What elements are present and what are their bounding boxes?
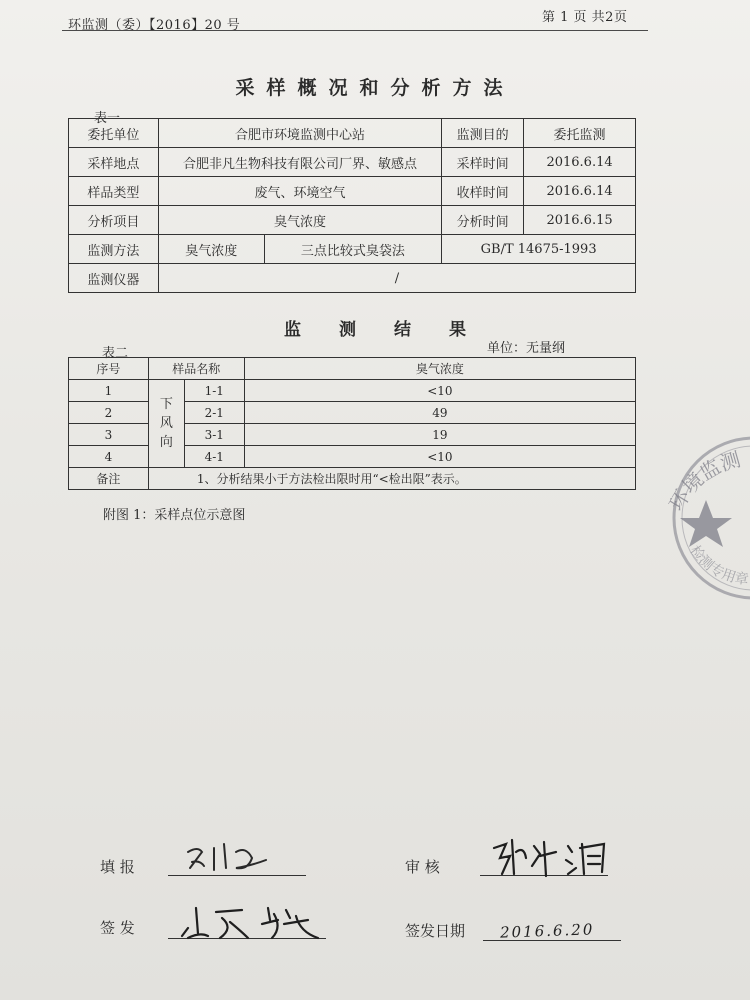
row-sample: 3-1 [184,424,244,446]
analysis-item-label: 分析项目 [69,206,159,235]
method-name: 三点比较式臭袋法 [264,235,442,264]
note-label: 备注 [69,468,149,490]
instrument-label: 监测仪器 [69,264,159,293]
table-row [69,264,636,293]
analysis-item-value: 臭气浓度 [158,206,441,235]
receive-time-label: 收样时间 [442,177,524,206]
issue-label: 签 发 [100,919,135,937]
site-label: 采样地点 [69,148,159,177]
group-label-char: 风 [159,416,173,431]
analysis-time-label: 分析时间 [442,206,524,235]
row-seq: 3 [69,424,149,446]
sampling-time-value: 2016.6.14 [524,148,636,177]
table-row [69,235,636,264]
stamp-text-top: 环境监测 [664,447,744,515]
page-title: 采样概况和分析方法 [235,77,515,99]
table-row [69,380,636,402]
table-row [69,206,636,235]
sampling-overview-table [68,118,636,293]
review-signature [488,834,618,880]
issue-date-value: 2016.6.20 [499,920,595,942]
row-seq: 1 [69,380,149,402]
instrument-value: / [158,264,635,293]
table-row [69,119,636,148]
svg-text:检测专用章 [686,542,749,588]
review-label: 审 核 [405,858,440,876]
table2-label: 表二 [102,346,129,361]
sample-type-label: 样品类型 [69,177,159,206]
method-item: 臭气浓度 [158,235,264,264]
row-value: 49 [244,402,635,424]
official-stamp [660,430,750,600]
client-value: 合肥市环境监测中心站 [158,119,441,148]
document-number: 环监测（委）【2016】20 号 [68,18,241,33]
row-sample: 2-1 [184,402,244,424]
row-seq: 4 [69,446,149,468]
header-rule [62,30,648,31]
row-sample: 1-1 [184,380,244,402]
sample-type-value: 废气、环境空气 [158,177,441,206]
table-header-row [69,358,636,380]
table-row [69,177,636,206]
header-seq: 序号 [69,358,149,380]
results-title: 监测结果 [284,320,504,340]
row-value: <10 [244,446,635,468]
purpose-value: 委托监测 [524,119,636,148]
results-table [68,357,636,490]
site-value: 合肥非凡生物科技有限公司厂界、敏感点 [158,148,441,177]
table1-label: 表一 [94,111,121,126]
group-label-char: 向 [159,435,173,450]
figure-caption: 附图 1：采样点位示意图 [103,508,246,523]
fill-signature [180,838,290,878]
row-seq: 2 [69,402,149,424]
group-label-char: 下 [159,397,173,412]
sampling-time-label: 采样时间 [442,148,524,177]
receive-time-value: 2016.6.14 [524,177,636,206]
row-value: 19 [244,424,635,446]
stamp-text-bottom: 检测专用章 [686,542,750,589]
row-sample: 4-1 [184,446,244,468]
downwind-group-label [148,380,184,468]
note-text: 1、分析结果小于方法检出限时用“<检出限”表示。 [148,468,635,490]
method-standard: GB/T 14675-1993 [442,235,636,264]
unit-label: 单位：无量纲 [487,341,566,356]
method-label: 监测方法 [69,235,159,264]
row-value: <10 [244,380,635,402]
issue-signature [178,898,338,946]
page-indicator: 第 1 页 共2页 [542,10,628,25]
header-odor: 臭气浓度 [244,358,635,380]
client-label: 委托单位 [69,119,159,148]
issue-date-label: 签发日期 [405,922,466,940]
fill-label: 填 报 [100,858,135,876]
table-row [69,468,636,490]
table-row [69,148,636,177]
purpose-label: 监测目的 [442,119,524,148]
header-sample-name: 样品名称 [148,358,244,380]
analysis-time-value: 2016.6.15 [524,206,636,235]
